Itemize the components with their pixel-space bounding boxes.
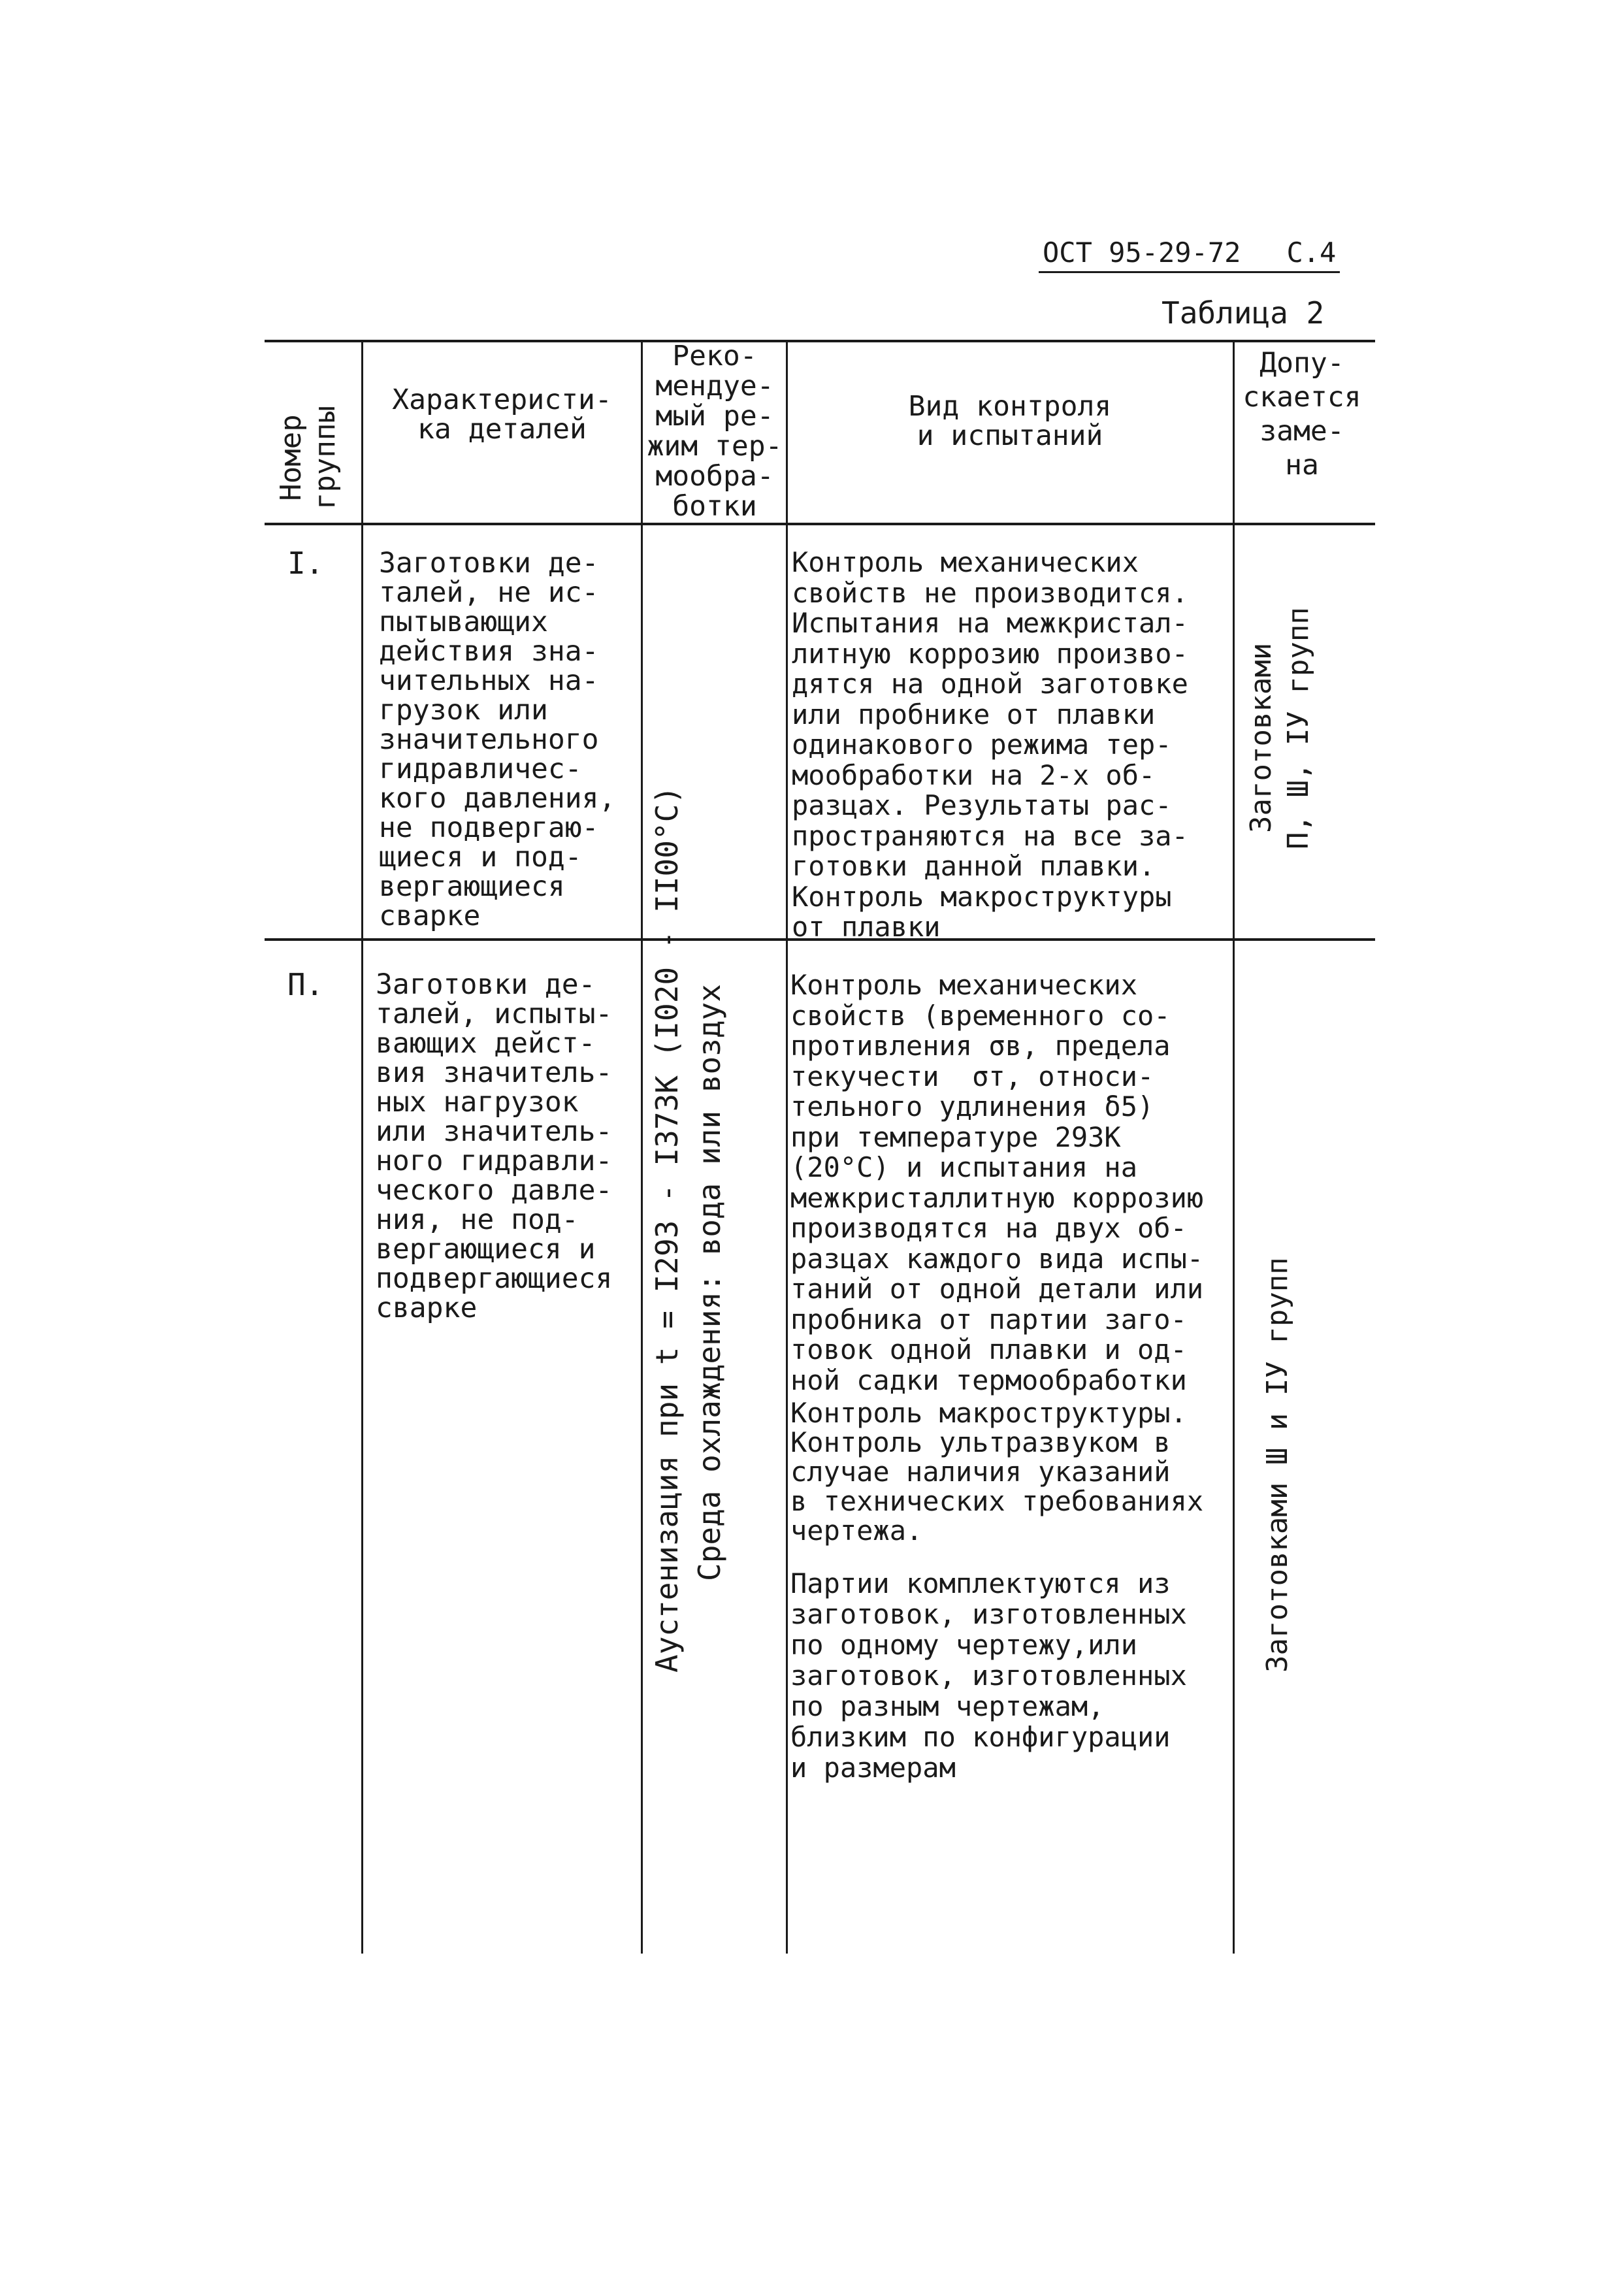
row-2-group-number: П. — [287, 967, 324, 1002]
header-replacement: Допу- скается заме- на — [1242, 347, 1361, 482]
header-group-number: Номер группы — [274, 406, 342, 510]
header-bottom-rule — [265, 523, 1375, 525]
heat-treatment-cooling-medium: Среда охлаждения: вода или воздух — [692, 984, 727, 1581]
row-1-characteristic: Заготовки де- талей, не ис- пытывающих действия зна- чительных на- грузок или значительного гидравличес- кого давления, не подвергаю- щиеся и под- вергающиеся сварке — [379, 547, 616, 932]
column-rule-2 — [641, 340, 643, 1954]
row-1-control: Контроль механических свойств не производится. Испытания на межкристал- литную коррозию произво- дятся на одной заготовке или пробнике от плавки одинакового режима тер- мообработки на 2-х об- разцах. Результаты рас- пространяются на все за- готовки данной плавки. Контроль макроструктуры от плавки — [792, 546, 1188, 943]
row-1-replacement-line1: Заготовками — [1244, 642, 1278, 833]
row-2-control-part2: Контроль макроструктуры. Контроль ультразвуком в случае наличия указаний в технических требованиях чертежа. — [790, 1397, 1204, 1547]
row-2-replacement: Заготовками Ш и IУ групп — [1261, 1257, 1294, 1673]
row-2-characteristic: Заготовки де- талей, испыты- вающих дейст- вия значитель- ных нагрузок или значитель- ного гидравли- ческого давле- ния, не под- вергающиеся и подвергающиеся сварке — [376, 968, 613, 1324]
column-rule-1 — [361, 340, 363, 1954]
row-2-control-part1: Контроль механических свойств (временного со- противления σв, предела текучести σт, относи- тельного удлинения δ5) при температуре 293К (20°С) и испытания на межкристаллитную коррозию производятся на двух об- разцах каждого вида испы- таний от одной детали или пробника от партии заго- товок одной плавки и од- ной садки термообработки — [790, 969, 1204, 1396]
document-header — [1039, 237, 1340, 273]
heat-treatment-austenitization: Аустенизация при t = I293 - I373K (I020 - II00°C) — [649, 785, 685, 1673]
header-heat-treatment: Реко- мендуе- мый ре- жим тер- мообра- ботки — [647, 340, 783, 523]
header-characteristic: Характеристи- ка деталей — [392, 384, 612, 446]
table-title: Таблица 2 — [1161, 295, 1325, 331]
column-rule-3 — [786, 340, 788, 1954]
document-code: ОСТ 95-29-72 — [1043, 237, 1241, 269]
row-1-replacement-line2: П, Ш, IУ групп — [1282, 607, 1315, 849]
page-number: С.4 — [1286, 237, 1337, 269]
row-1-group-number: I. — [287, 546, 324, 581]
column-rule-4 — [1233, 340, 1235, 1954]
row-2-control-part3: Партии комплектуются из заготовок, изготовленных по одному чертежу,или заготовок, изготовленных по разным чертежам, близким по конфигурации и размерам — [790, 1567, 1187, 1784]
table-top-rule — [265, 340, 1375, 342]
header-control-type: Вид контроля и испытаний — [908, 390, 1112, 452]
